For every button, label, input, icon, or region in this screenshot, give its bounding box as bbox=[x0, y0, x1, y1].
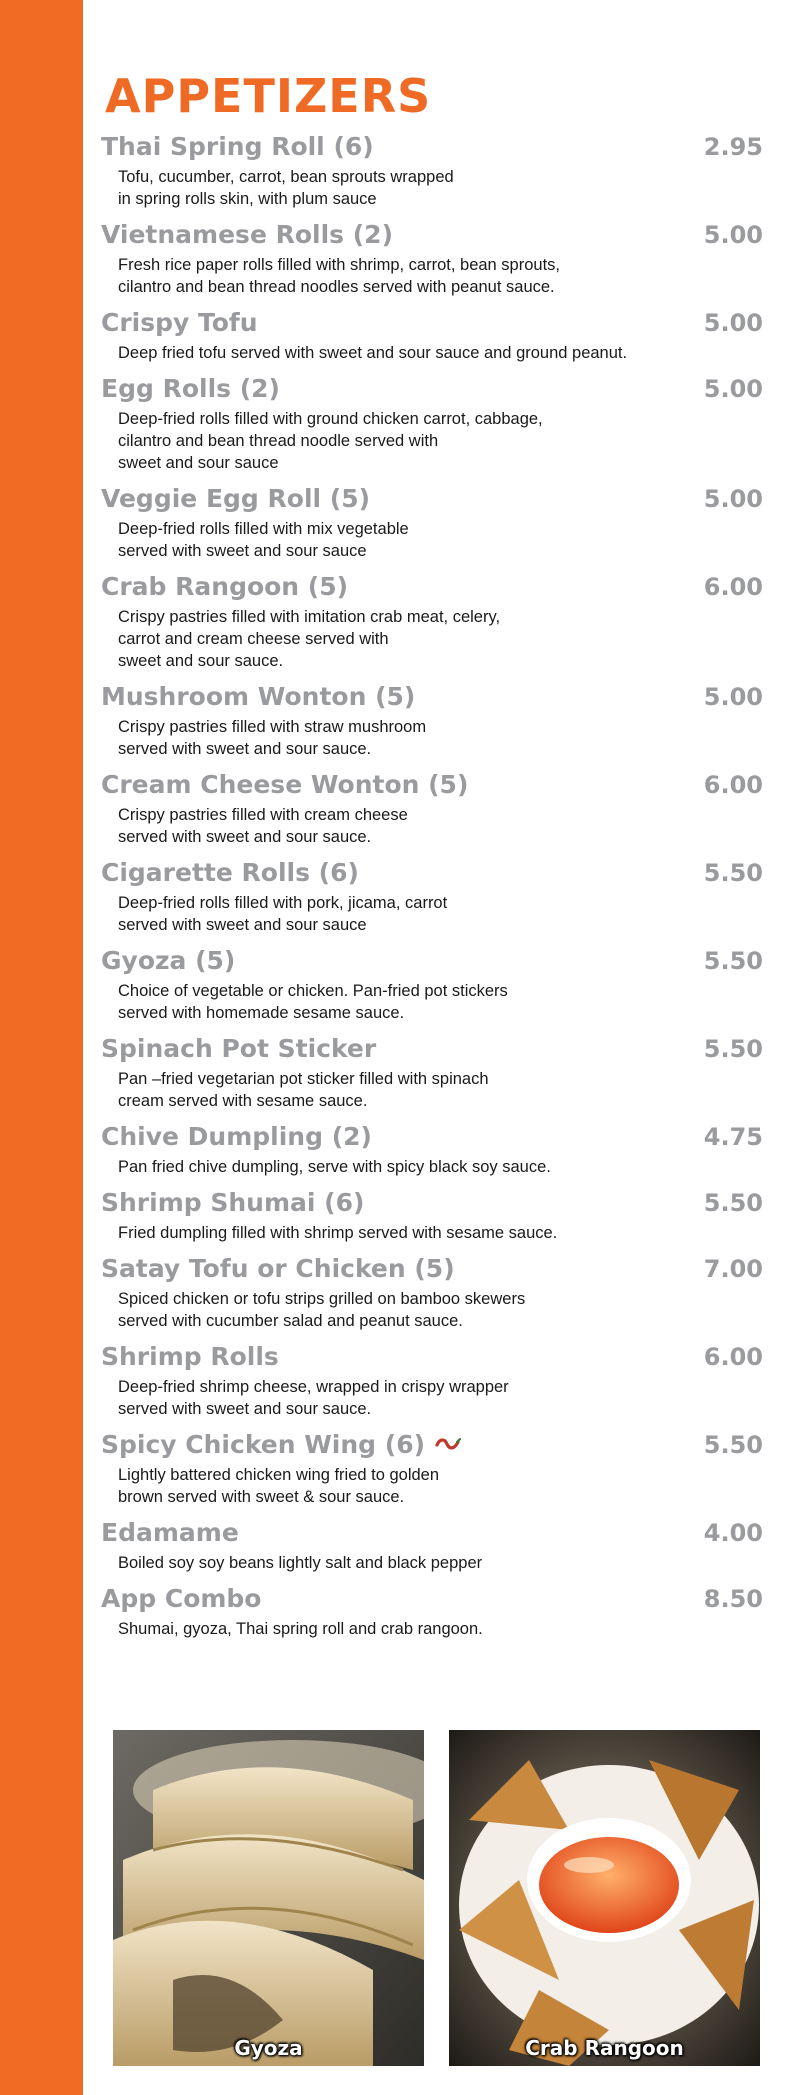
menu-item-header bbox=[101, 1426, 763, 1464]
menu-item-name-text: Vietnamese Rolls (2) bbox=[101, 220, 393, 249]
menu-item-name bbox=[101, 1430, 461, 1460]
menu-item bbox=[101, 370, 763, 480]
gyoza-image bbox=[113, 1730, 424, 2066]
menu-item-description: Deep fried tofu served with sweet and sour sauce and ground peanut. bbox=[118, 344, 628, 362]
menu-item-header bbox=[101, 766, 763, 804]
menu-item-description: Deep-fried rolls filled with ground chicken carrot, cabbage, cilantro and bean thread noodle served with sweet and sour sauce bbox=[118, 410, 543, 472]
menu-item bbox=[101, 942, 763, 1030]
menu-item-header bbox=[101, 370, 763, 408]
menu-item-name-text: Mushroom Wonton (5) bbox=[101, 682, 416, 711]
menu-item bbox=[101, 216, 763, 304]
menu-item-header bbox=[101, 678, 763, 716]
menu-item-name bbox=[101, 220, 393, 250]
crab-rangoon-photo bbox=[449, 1730, 760, 2066]
menu-item-header bbox=[101, 1338, 763, 1376]
menu-item-name-text: Chive Dumpling (2) bbox=[101, 1122, 372, 1151]
menu-item-name bbox=[101, 770, 468, 800]
menu-item-price: 5.50 bbox=[703, 1189, 763, 1217]
menu-item-description: Deep-fried shrimp cheese, wrapped in crispy wrapper served with sweet and sour sauce. bbox=[118, 1378, 509, 1418]
photo-caption-gyoza: Gyoza bbox=[234, 2036, 303, 2060]
menu-item-name-text: Shrimp Shumai (6) bbox=[101, 1188, 365, 1217]
menu-item-name bbox=[101, 682, 415, 712]
menu-item-description: Deep-fried rolls filled with pork, jicama, carrot served with sweet and sour sauce bbox=[118, 894, 448, 934]
menu-item-price: 5.50 bbox=[703, 947, 763, 975]
menu-item-price: 5.00 bbox=[703, 221, 763, 249]
menu-item-header bbox=[101, 1030, 763, 1068]
menu-item-name bbox=[101, 1342, 279, 1372]
menu-item bbox=[101, 1338, 763, 1426]
menu-item bbox=[101, 766, 763, 854]
menu-item-name-text: Thai Spring Roll (6) bbox=[101, 132, 374, 161]
menu-item bbox=[101, 678, 763, 766]
menu-item-header bbox=[101, 1250, 763, 1288]
menu-item-name-text: Spicy Chicken Wing (6) bbox=[101, 1430, 426, 1459]
menu-item-description: Shumai, gyoza, Thai spring roll and crab rangoon. bbox=[118, 1620, 483, 1638]
menu-item-header bbox=[101, 854, 763, 892]
menu-item-price: 4.75 bbox=[703, 1123, 763, 1151]
menu-item-description: Fried dumpling filled with shrimp served with sesame sauce. bbox=[118, 1224, 558, 1242]
menu-item-name bbox=[101, 946, 235, 976]
menu-item-name bbox=[101, 1122, 372, 1152]
menu-item-price: 5.00 bbox=[703, 375, 763, 403]
menu-item bbox=[101, 568, 763, 678]
menu-item-name-text: Satay Tofu or Chicken (5) bbox=[101, 1254, 455, 1283]
menu-item-name-text: App Combo bbox=[101, 1584, 262, 1613]
menu-item-price: 4.00 bbox=[703, 1519, 763, 1547]
menu-item-price: 7.00 bbox=[703, 1255, 763, 1283]
orange-side-bar bbox=[0, 0, 83, 2095]
menu-item-name bbox=[101, 308, 258, 338]
menu-item-header bbox=[101, 216, 763, 254]
menu-item-name-text: Edamame bbox=[101, 1518, 239, 1547]
menu-item-header bbox=[101, 568, 763, 606]
menu-item-header bbox=[101, 128, 763, 166]
menu-item-header bbox=[101, 1514, 763, 1552]
appetizer-list bbox=[101, 128, 763, 1646]
gyoza-photo bbox=[113, 1730, 424, 2066]
menu-item-header bbox=[101, 480, 763, 518]
menu-item-name bbox=[101, 858, 359, 888]
menu-item bbox=[101, 1184, 763, 1250]
menu-item-name-text: Gyoza (5) bbox=[101, 946, 236, 975]
menu-item-price: 6.00 bbox=[703, 771, 763, 799]
menu-item-name-text: Cigarette Rolls (6) bbox=[101, 858, 359, 887]
menu-item-description: Pan fried chive dumpling, serve with spicy black soy sauce. bbox=[118, 1158, 551, 1176]
menu-item bbox=[101, 1580, 763, 1646]
menu-item-header bbox=[101, 304, 763, 342]
menu-item-description: Crispy pastries filled with imitation crab meat, celery, carrot and cream cheese served with sweet and sour sauce. bbox=[118, 608, 501, 670]
menu-item-description: Choice of vegetable or chicken. Pan-fried pot stickers served with homemade sesame sauce. bbox=[118, 982, 508, 1022]
crab-rangoon-image bbox=[449, 1730, 760, 2066]
menu-item-name-text: Shrimp Rolls bbox=[101, 1342, 279, 1371]
menu-item-price: 5.00 bbox=[703, 485, 763, 513]
menu-item-name bbox=[101, 1188, 364, 1218]
menu-item-name bbox=[101, 1034, 376, 1064]
menu-item-description: Lightly battered chicken wing fried to golden brown served with sweet & sour sauce. bbox=[118, 1466, 440, 1506]
menu-item-name-text: Spinach Pot Sticker bbox=[101, 1034, 377, 1063]
menu-item-description: Pan –fried vegetarian pot sticker filled with spinach cream served with sesame sauce. bbox=[118, 1070, 489, 1110]
menu-item-price: 8.50 bbox=[703, 1585, 763, 1613]
menu-item-description: Spiced chicken or tofu strips grilled on bamboo skewers served with cucumber salad and peanut sauce. bbox=[118, 1290, 526, 1330]
menu-item-price: 6.00 bbox=[703, 573, 763, 601]
menu-item-description: Fresh rice paper rolls filled with shrimp, carrot, bean sprouts, cilantro and bean thread noodles served with peanut sauce. bbox=[118, 256, 561, 296]
menu-item-name bbox=[101, 132, 374, 162]
menu-item-price: 5.00 bbox=[703, 683, 763, 711]
menu-item-description: Tofu, cucumber, carrot, bean sprouts wrapped in spring rolls skin, with plum sauce bbox=[118, 168, 454, 208]
menu-item-name bbox=[101, 1254, 455, 1284]
photo-caption-crab-rangoon: Crab Rangoon bbox=[525, 2036, 684, 2060]
menu-item-price: 6.00 bbox=[703, 1343, 763, 1371]
menu-item bbox=[101, 1030, 763, 1118]
menu-item-price: 5.50 bbox=[703, 1431, 763, 1459]
menu-item-name bbox=[101, 374, 280, 404]
section-title: APPETIZERS bbox=[105, 69, 432, 123]
menu-item bbox=[101, 854, 763, 942]
menu-item-header bbox=[101, 1118, 763, 1156]
menu-item bbox=[101, 1426, 763, 1514]
menu-item-name-text: Egg Rolls (2) bbox=[101, 374, 280, 403]
menu-item-header bbox=[101, 1184, 763, 1222]
menu-item bbox=[101, 1514, 763, 1580]
menu-item-name bbox=[101, 1518, 239, 1548]
menu-item-name-text: Crab Rangoon (5) bbox=[101, 572, 349, 601]
menu-item-name-text: Veggie Egg Roll (5) bbox=[101, 484, 371, 513]
menu-item-price: 5.50 bbox=[703, 859, 763, 887]
chili-pepper-icon bbox=[435, 1429, 461, 1459]
menu-item-name bbox=[101, 484, 370, 514]
menu-item-description: Crispy pastries filled with straw mushroom served with sweet and sour sauce. bbox=[118, 718, 427, 758]
menu-item-name bbox=[101, 572, 348, 602]
menu-item bbox=[101, 480, 763, 568]
menu-item-price: 2.95 bbox=[703, 133, 763, 161]
menu-item-description: Boiled soy soy beans lightly salt and black pepper bbox=[118, 1554, 483, 1572]
menu-item-name bbox=[101, 1584, 262, 1614]
menu-item-price: 5.50 bbox=[703, 1035, 763, 1063]
menu-item bbox=[101, 304, 763, 370]
menu-item-description: Deep-fried rolls filled with mix vegetable served with sweet and sour sauce bbox=[118, 520, 409, 560]
menu-item bbox=[101, 1118, 763, 1184]
menu-item-price: 5.00 bbox=[703, 309, 763, 337]
menu-item-header bbox=[101, 1580, 763, 1618]
menu-item bbox=[101, 128, 763, 216]
menu-item bbox=[101, 1250, 763, 1338]
menu-item-name-text: Crispy Tofu bbox=[101, 308, 258, 337]
menu-item-description: Crispy pastries filled with cream cheese served with sweet and sour sauce. bbox=[118, 806, 408, 846]
menu-item-header bbox=[101, 942, 763, 980]
menu-item-name-text: Cream Cheese Wonton (5) bbox=[101, 770, 469, 799]
